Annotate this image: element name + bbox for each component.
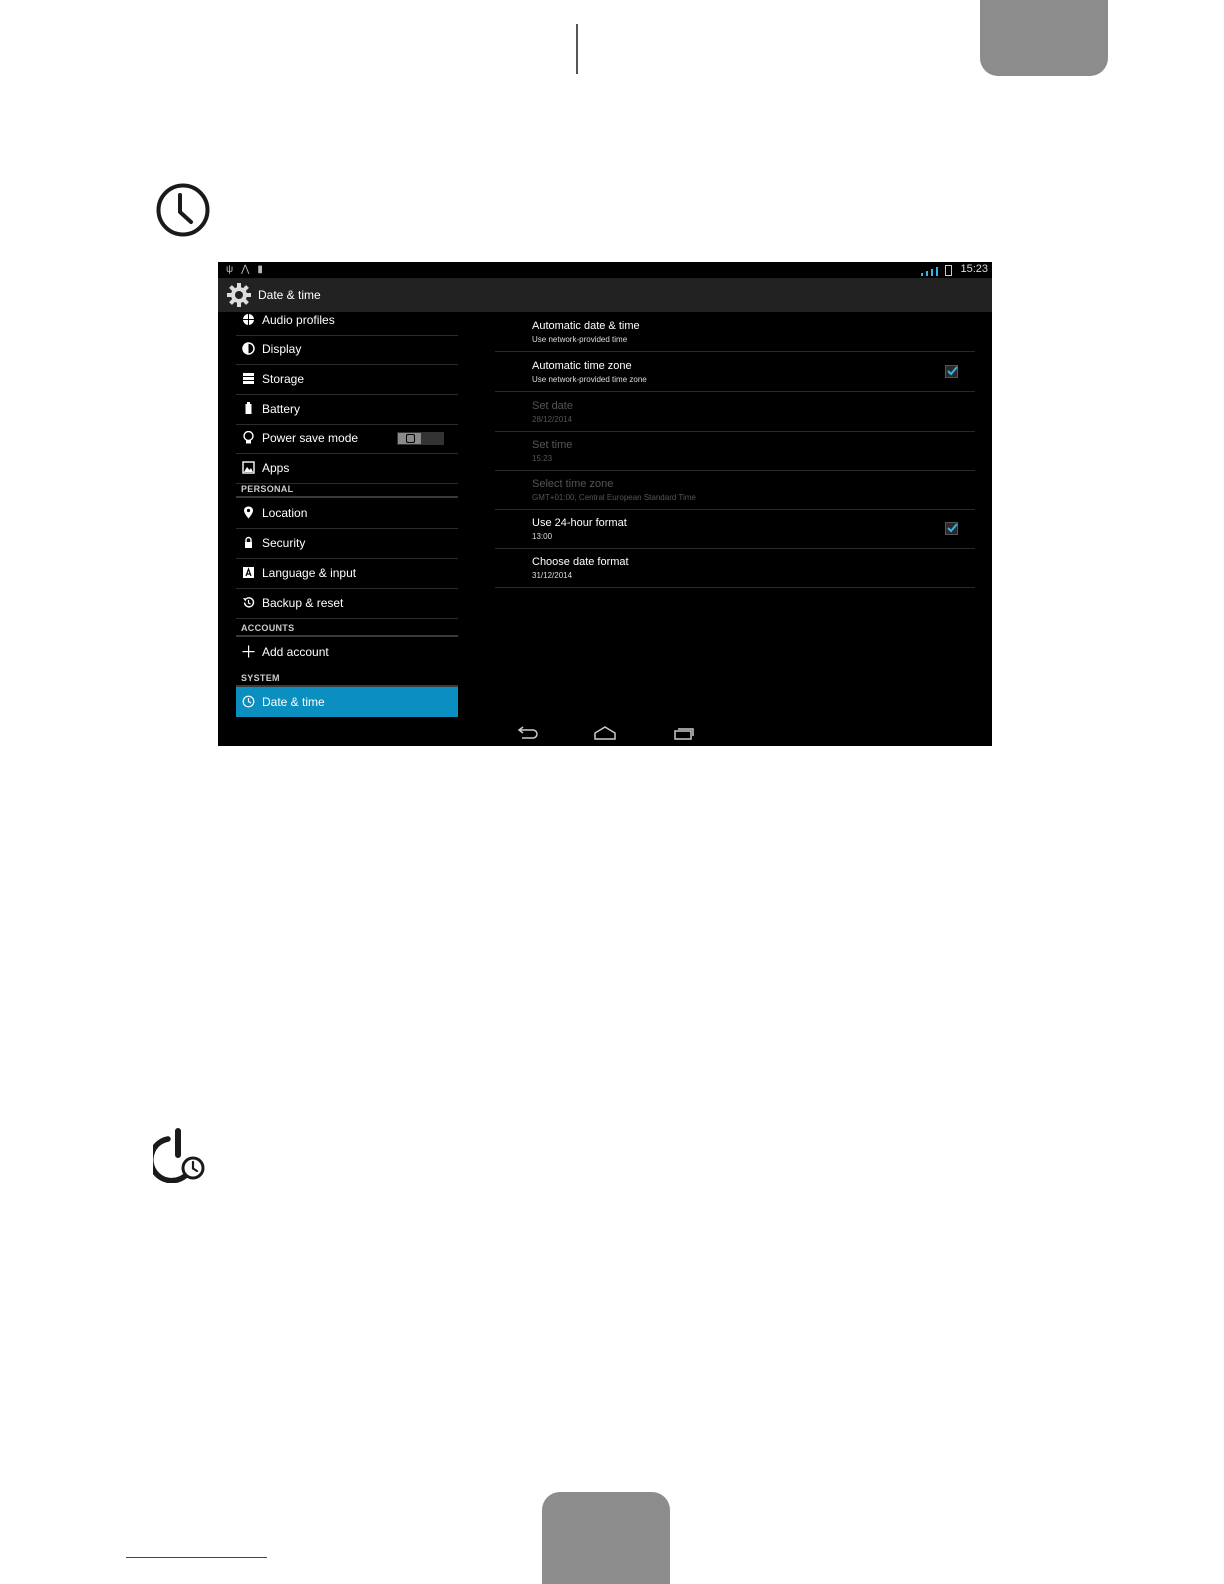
sidebar-item-security[interactable] bbox=[236, 529, 458, 559]
section-header-accounts: ACCOUNTS bbox=[241, 623, 295, 633]
header-divider bbox=[576, 24, 578, 74]
clock-icon bbox=[242, 695, 255, 708]
pref-summary: 15:23 bbox=[532, 454, 553, 463]
usb-icon: ψ bbox=[226, 264, 234, 275]
pref-set-time[interactable] bbox=[495, 431, 975, 471]
sidebar-item-language-input[interactable] bbox=[236, 559, 458, 589]
pref-select-time-zone[interactable] bbox=[495, 470, 975, 510]
page-number-tab bbox=[542, 1492, 670, 1584]
sidebar-item-label: Security bbox=[262, 536, 306, 550]
pref-title: Set date bbox=[532, 400, 573, 412]
navigation-bar bbox=[218, 722, 992, 746]
storage-icon: ▮ bbox=[257, 264, 263, 275]
section-header-personal: PERSONAL bbox=[241, 484, 294, 494]
add-icon bbox=[242, 645, 255, 658]
pref-title: Automatic date & time bbox=[532, 320, 640, 332]
pref-use-24-hour-format[interactable] bbox=[495, 509, 975, 549]
backup-restore-icon bbox=[242, 596, 255, 609]
sidebar-item-label: Location bbox=[262, 506, 308, 520]
sidebar-item-backup-reset[interactable] bbox=[236, 589, 458, 619]
sidebar-item-label: Audio profiles bbox=[262, 313, 335, 327]
checkmark-icon bbox=[946, 522, 959, 534]
sidebar-item-power-save-mode[interactable] bbox=[236, 424, 458, 454]
usb-debug-icon: ⋀ bbox=[241, 264, 250, 275]
battery-icon bbox=[242, 402, 255, 415]
pref-automatic-time-zone[interactable] bbox=[495, 352, 975, 392]
signal-icon bbox=[921, 265, 952, 276]
location-pin-icon bbox=[242, 506, 255, 519]
toggle-knob bbox=[398, 433, 421, 444]
battery-icon bbox=[945, 265, 952, 276]
power-save-bulb-icon bbox=[242, 431, 255, 444]
pref-summary: 31/12/2014 bbox=[532, 571, 573, 580]
automatic-time-zone-checkbox[interactable] bbox=[945, 365, 958, 378]
section-divider bbox=[236, 496, 458, 498]
pref-title: Select time zone bbox=[532, 478, 614, 490]
audio-profiles-icon bbox=[242, 313, 255, 326]
home-icon[interactable] bbox=[593, 725, 617, 741]
pref-summary: Use network-provided time zone bbox=[532, 375, 647, 384]
pref-summary: Use network-provided time bbox=[532, 335, 628, 344]
sidebar-item-display[interactable] bbox=[236, 335, 458, 365]
sidebar-item-label: Add account bbox=[262, 645, 329, 659]
display-brightness-icon bbox=[242, 342, 255, 355]
sidebar-item-storage[interactable] bbox=[236, 365, 458, 395]
back-icon[interactable] bbox=[516, 725, 540, 741]
status-bar bbox=[218, 262, 992, 278]
sidebar-item-location[interactable] bbox=[236, 499, 458, 529]
pref-title: Set time bbox=[532, 439, 573, 451]
apps-icon bbox=[242, 461, 255, 474]
sidebar-item-date-time[interactable] bbox=[236, 687, 458, 717]
recent-apps-icon[interactable] bbox=[672, 725, 696, 741]
pref-title: Choose date format bbox=[532, 556, 629, 568]
sidebar-item-label: Date & time bbox=[262, 695, 325, 709]
pref-automatic-date-time[interactable] bbox=[495, 312, 975, 352]
sidebar-item-label: Storage bbox=[262, 372, 305, 386]
sidebar-item-add-account[interactable] bbox=[236, 638, 458, 667]
sidebar-item-label: Backup & reset bbox=[262, 596, 344, 610]
pref-set-date[interactable] bbox=[495, 392, 975, 432]
pref-title: Use 24-hour format bbox=[532, 517, 627, 529]
power-timer-icon bbox=[153, 1125, 209, 1183]
sidebar-item-apps[interactable] bbox=[236, 454, 458, 484]
pref-summary: 13:00 bbox=[532, 532, 553, 541]
status-clock: 15:23 bbox=[960, 263, 988, 275]
page-tab-marker bbox=[980, 0, 1108, 76]
use-24-hour-checkbox[interactable] bbox=[945, 522, 958, 535]
power-save-toggle[interactable] bbox=[397, 432, 444, 445]
clock-icon bbox=[155, 182, 211, 238]
tablet-screenshot bbox=[218, 262, 992, 746]
sidebar-item-label: Battery bbox=[262, 402, 301, 416]
pref-choose-date-format[interactable] bbox=[495, 548, 975, 588]
date-time-preferences bbox=[495, 312, 975, 602]
sidebar-item-audio-profiles[interactable] bbox=[236, 306, 458, 336]
settings-sidebar bbox=[236, 312, 458, 722]
language-icon bbox=[242, 566, 255, 579]
footer-link-underline bbox=[126, 1557, 267, 1558]
sidebar-item-label: Power save mode bbox=[262, 431, 359, 445]
lock-icon bbox=[242, 536, 255, 549]
pref-summary: GMT+01:00, Central European Standard Time bbox=[532, 493, 696, 502]
sidebar-item-label: Language & input bbox=[262, 566, 357, 580]
settings-gear-icon[interactable] bbox=[226, 282, 252, 308]
sidebar-item-label: Apps bbox=[262, 461, 290, 475]
sidebar-item-battery[interactable] bbox=[236, 395, 458, 425]
checkmark-icon bbox=[946, 365, 959, 377]
sidebar-item-label: Display bbox=[262, 342, 302, 356]
section-header-system: SYSTEM bbox=[241, 673, 280, 683]
section-divider bbox=[236, 635, 458, 637]
storage-icon bbox=[242, 372, 255, 385]
app-title: Date & time bbox=[258, 288, 321, 302]
pref-title: Automatic time zone bbox=[532, 360, 632, 372]
pref-summary: 28/12/2014 bbox=[532, 415, 573, 424]
